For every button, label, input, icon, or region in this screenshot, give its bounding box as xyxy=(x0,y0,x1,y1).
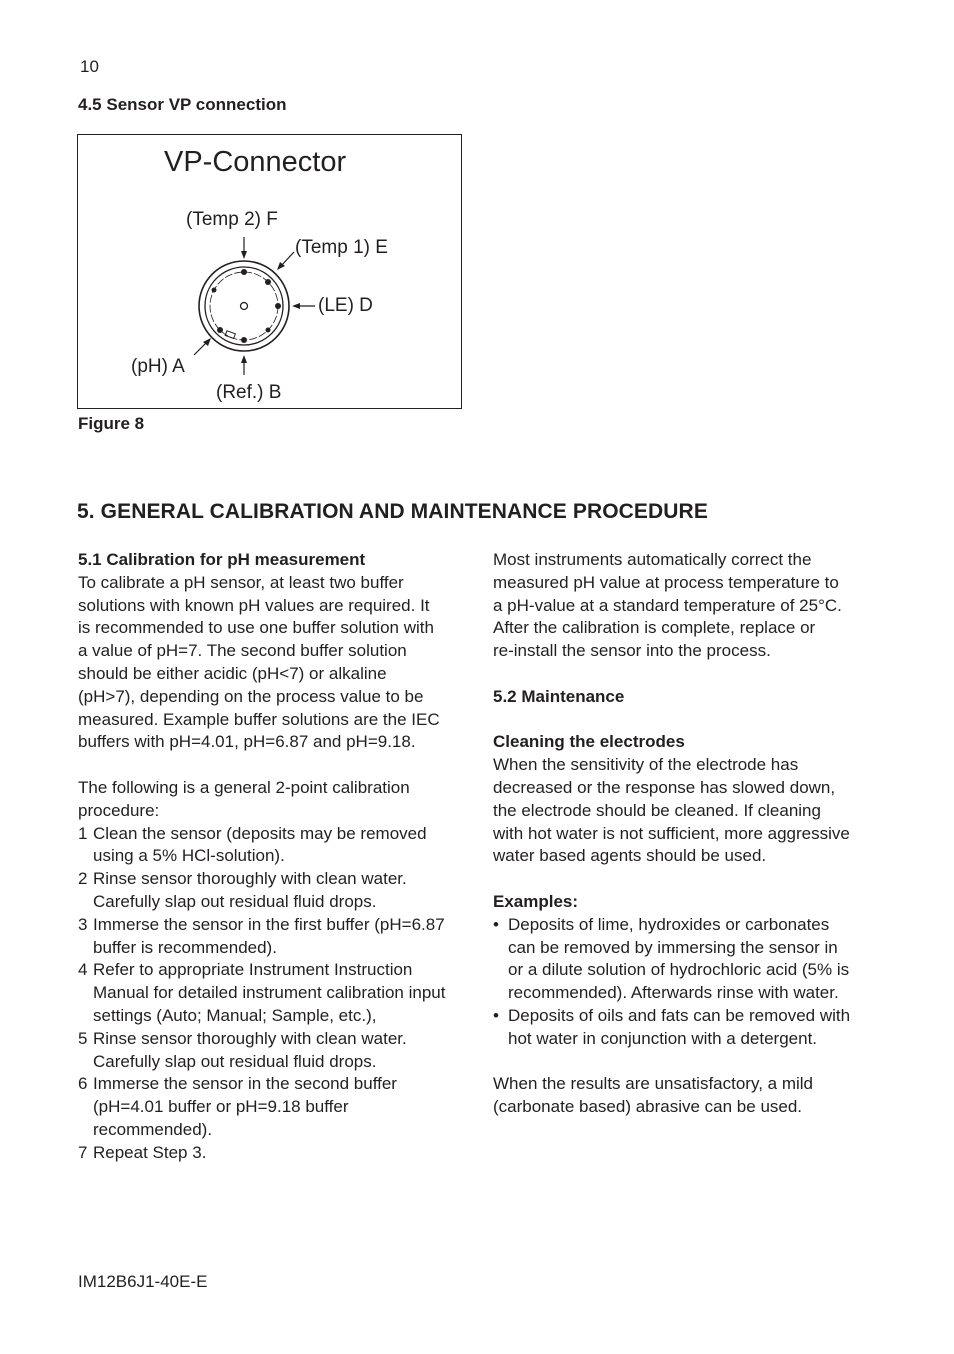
text-line: Carefully slap out residual fluid drops. xyxy=(93,1051,377,1071)
calibration-intro xyxy=(78,572,478,754)
arrow-le xyxy=(292,303,300,309)
text-line: solutions with known pH values are required. It xyxy=(78,595,430,615)
step-number: 4 xyxy=(78,960,88,980)
text-line: To calibrate a pH sensor, at least two buffer xyxy=(78,572,404,592)
text-line: a value of pH=7. The second buffer solution xyxy=(78,641,407,661)
text-line: measured. Example buffer solutions are the IEC xyxy=(78,709,440,729)
list-item xyxy=(493,914,878,1005)
arrow-ref xyxy=(241,355,247,363)
text-line: measured pH value at process temperature to xyxy=(493,572,839,592)
page-number: 10 xyxy=(80,57,99,76)
step-text xyxy=(93,1028,407,1074)
list-item xyxy=(493,1005,878,1051)
text-line: Most instruments automatically correct the xyxy=(493,550,812,569)
step-text xyxy=(93,1073,397,1141)
step-text xyxy=(93,1142,206,1165)
chapter-title: 5. GENERAL CALIBRATION AND MAINTENANCE PROCEDURE xyxy=(77,500,708,523)
pin-e xyxy=(265,279,271,285)
left-column xyxy=(78,549,478,1165)
step-number: 3 xyxy=(78,914,88,934)
text-line: Carefully slap out residual fluid drops. xyxy=(93,891,377,911)
bullet-text xyxy=(508,1005,850,1051)
list-item xyxy=(78,1142,478,1165)
step-number: 2 xyxy=(78,869,88,889)
section-heading: 4.5 Sensor VP connection xyxy=(78,95,287,114)
vp-connector-figure xyxy=(77,134,462,409)
right-column xyxy=(493,549,878,1119)
list-item xyxy=(78,823,478,869)
text-line: After the calibration is complete, replace or xyxy=(493,618,816,638)
text-line: recommended). Afterwards rinse with water. xyxy=(508,983,839,1003)
text-line: can be removed by immersing the sensor in xyxy=(508,937,838,957)
text-line: settings (Auto; Manual; Sample, etc.), xyxy=(93,1005,377,1025)
closing-paragraph xyxy=(493,1073,878,1119)
list-item xyxy=(78,1028,478,1074)
text-line: buffers with pH=4.01, pH=6.87 and pH=9.18. xyxy=(78,732,416,752)
examples-list xyxy=(493,914,878,1051)
label-temp1: (Temp 1) E xyxy=(295,237,388,258)
text-line: with hot water is not sufficient, more aggressive xyxy=(493,823,850,843)
cleaning-paragraph xyxy=(493,754,878,868)
list-item xyxy=(78,914,478,960)
label-temp2: (Temp 2) F xyxy=(186,209,278,230)
text-line: Refer to appropriate Instrument Instruction xyxy=(93,960,413,980)
figure-title: VP-Connector xyxy=(164,146,347,178)
text-line: using a 5% HCl-solution). xyxy=(93,846,285,866)
label-ref: (Ref.) B xyxy=(216,382,282,403)
list-item xyxy=(78,1073,478,1141)
text-line: When the sensitivity of the electrode has xyxy=(493,755,799,775)
step-number: 7 xyxy=(78,1142,88,1162)
text-line: Immerse the sensor in the second buffer xyxy=(93,1074,397,1094)
text-line: hot water in conjunction with a detergent. xyxy=(508,1028,818,1048)
text-line: Clean the sensor (deposits may be removed xyxy=(93,823,427,843)
text-line: procedure: xyxy=(78,800,160,820)
subheading-calibration: 5.1 Calibration for pH measurement xyxy=(78,550,366,569)
pin-d xyxy=(275,303,281,309)
label-ph: (pH) A xyxy=(131,356,185,377)
arrow-temp2 xyxy=(241,251,247,259)
pin-extra-2 xyxy=(212,288,217,293)
calibration-steps xyxy=(78,823,478,1165)
text-line: decreased or the response has slowed down, xyxy=(493,777,836,797)
text-line: re-install the sensor into the process. xyxy=(493,641,771,661)
text-line: The following is a general 2-point calibration xyxy=(78,777,410,797)
text-line: Deposits of lime, hydroxides or carbonates xyxy=(508,914,830,934)
text-line: (pH=4.01 buffer or pH=9.18 buffer xyxy=(93,1097,349,1117)
bullet-icon: • xyxy=(493,1005,499,1025)
document-id: IM12B6J1-40E-E xyxy=(78,1272,208,1291)
text-line: should be either acidic (pH<7) or alkaline xyxy=(78,663,387,683)
step-number: 6 xyxy=(78,1074,88,1094)
text-line: Rinse sensor thoroughly with clean water. xyxy=(93,869,407,889)
text-line: Deposits of oils and fats can be removed with xyxy=(508,1005,851,1025)
step-text xyxy=(93,914,445,960)
pin-extra xyxy=(266,328,271,333)
text-line: When the results are unsatisfactory, a mild xyxy=(493,1074,813,1094)
step-number: 1 xyxy=(78,823,88,843)
procedure-intro xyxy=(78,777,478,823)
connector-inner-ring xyxy=(205,267,283,345)
text-line: the electrode should be cleaned. If cleaning xyxy=(493,800,821,820)
connector-center-hole xyxy=(241,303,248,310)
text-line: a pH-value at a standard temperature of 25°C. xyxy=(493,595,842,615)
text-line: Manual for detailed instrument calibration input xyxy=(93,983,446,1003)
text-line: (carbonate based) abrasive can be used. xyxy=(493,1097,803,1117)
list-item xyxy=(78,959,478,1027)
bullet-icon: • xyxy=(493,914,499,934)
text-line: buffer is recommended). xyxy=(93,937,277,957)
step-text xyxy=(93,868,407,914)
subheading-cleaning: Cleaning the electrodes xyxy=(493,732,685,752)
label-le: (LE) D xyxy=(318,295,373,316)
connector-key xyxy=(225,331,235,339)
correction-intro xyxy=(493,549,878,663)
text-line: Repeat Step 3. xyxy=(93,1142,207,1162)
pin-f xyxy=(241,269,247,275)
figure-caption: Figure 8 xyxy=(78,414,145,433)
pin-a xyxy=(217,327,223,333)
subheading-examples: Examples: xyxy=(493,891,579,911)
pin-b xyxy=(241,337,247,343)
text-line: is recommended to use one buffer solution with xyxy=(78,618,434,638)
text-line: or a dilute solution of hydrochloric acid (5% is xyxy=(508,960,850,980)
subheading-maintenance: 5.2 Maintenance xyxy=(493,686,625,706)
step-number: 5 xyxy=(78,1028,88,1048)
list-item xyxy=(78,868,478,914)
text-line: Rinse sensor thoroughly with clean water. xyxy=(93,1028,407,1048)
text-line: recommended). xyxy=(93,1119,213,1139)
text-line: water based agents should be used. xyxy=(493,846,767,866)
vp-connector-diagram xyxy=(78,135,461,408)
step-text xyxy=(93,823,427,869)
text-line: Immerse the sensor in the first buffer (pH=6.87 xyxy=(93,914,445,934)
step-text xyxy=(93,959,445,1027)
bullet-text xyxy=(508,914,849,1005)
text-line: (pH>7), depending on the process value to be xyxy=(78,686,424,706)
